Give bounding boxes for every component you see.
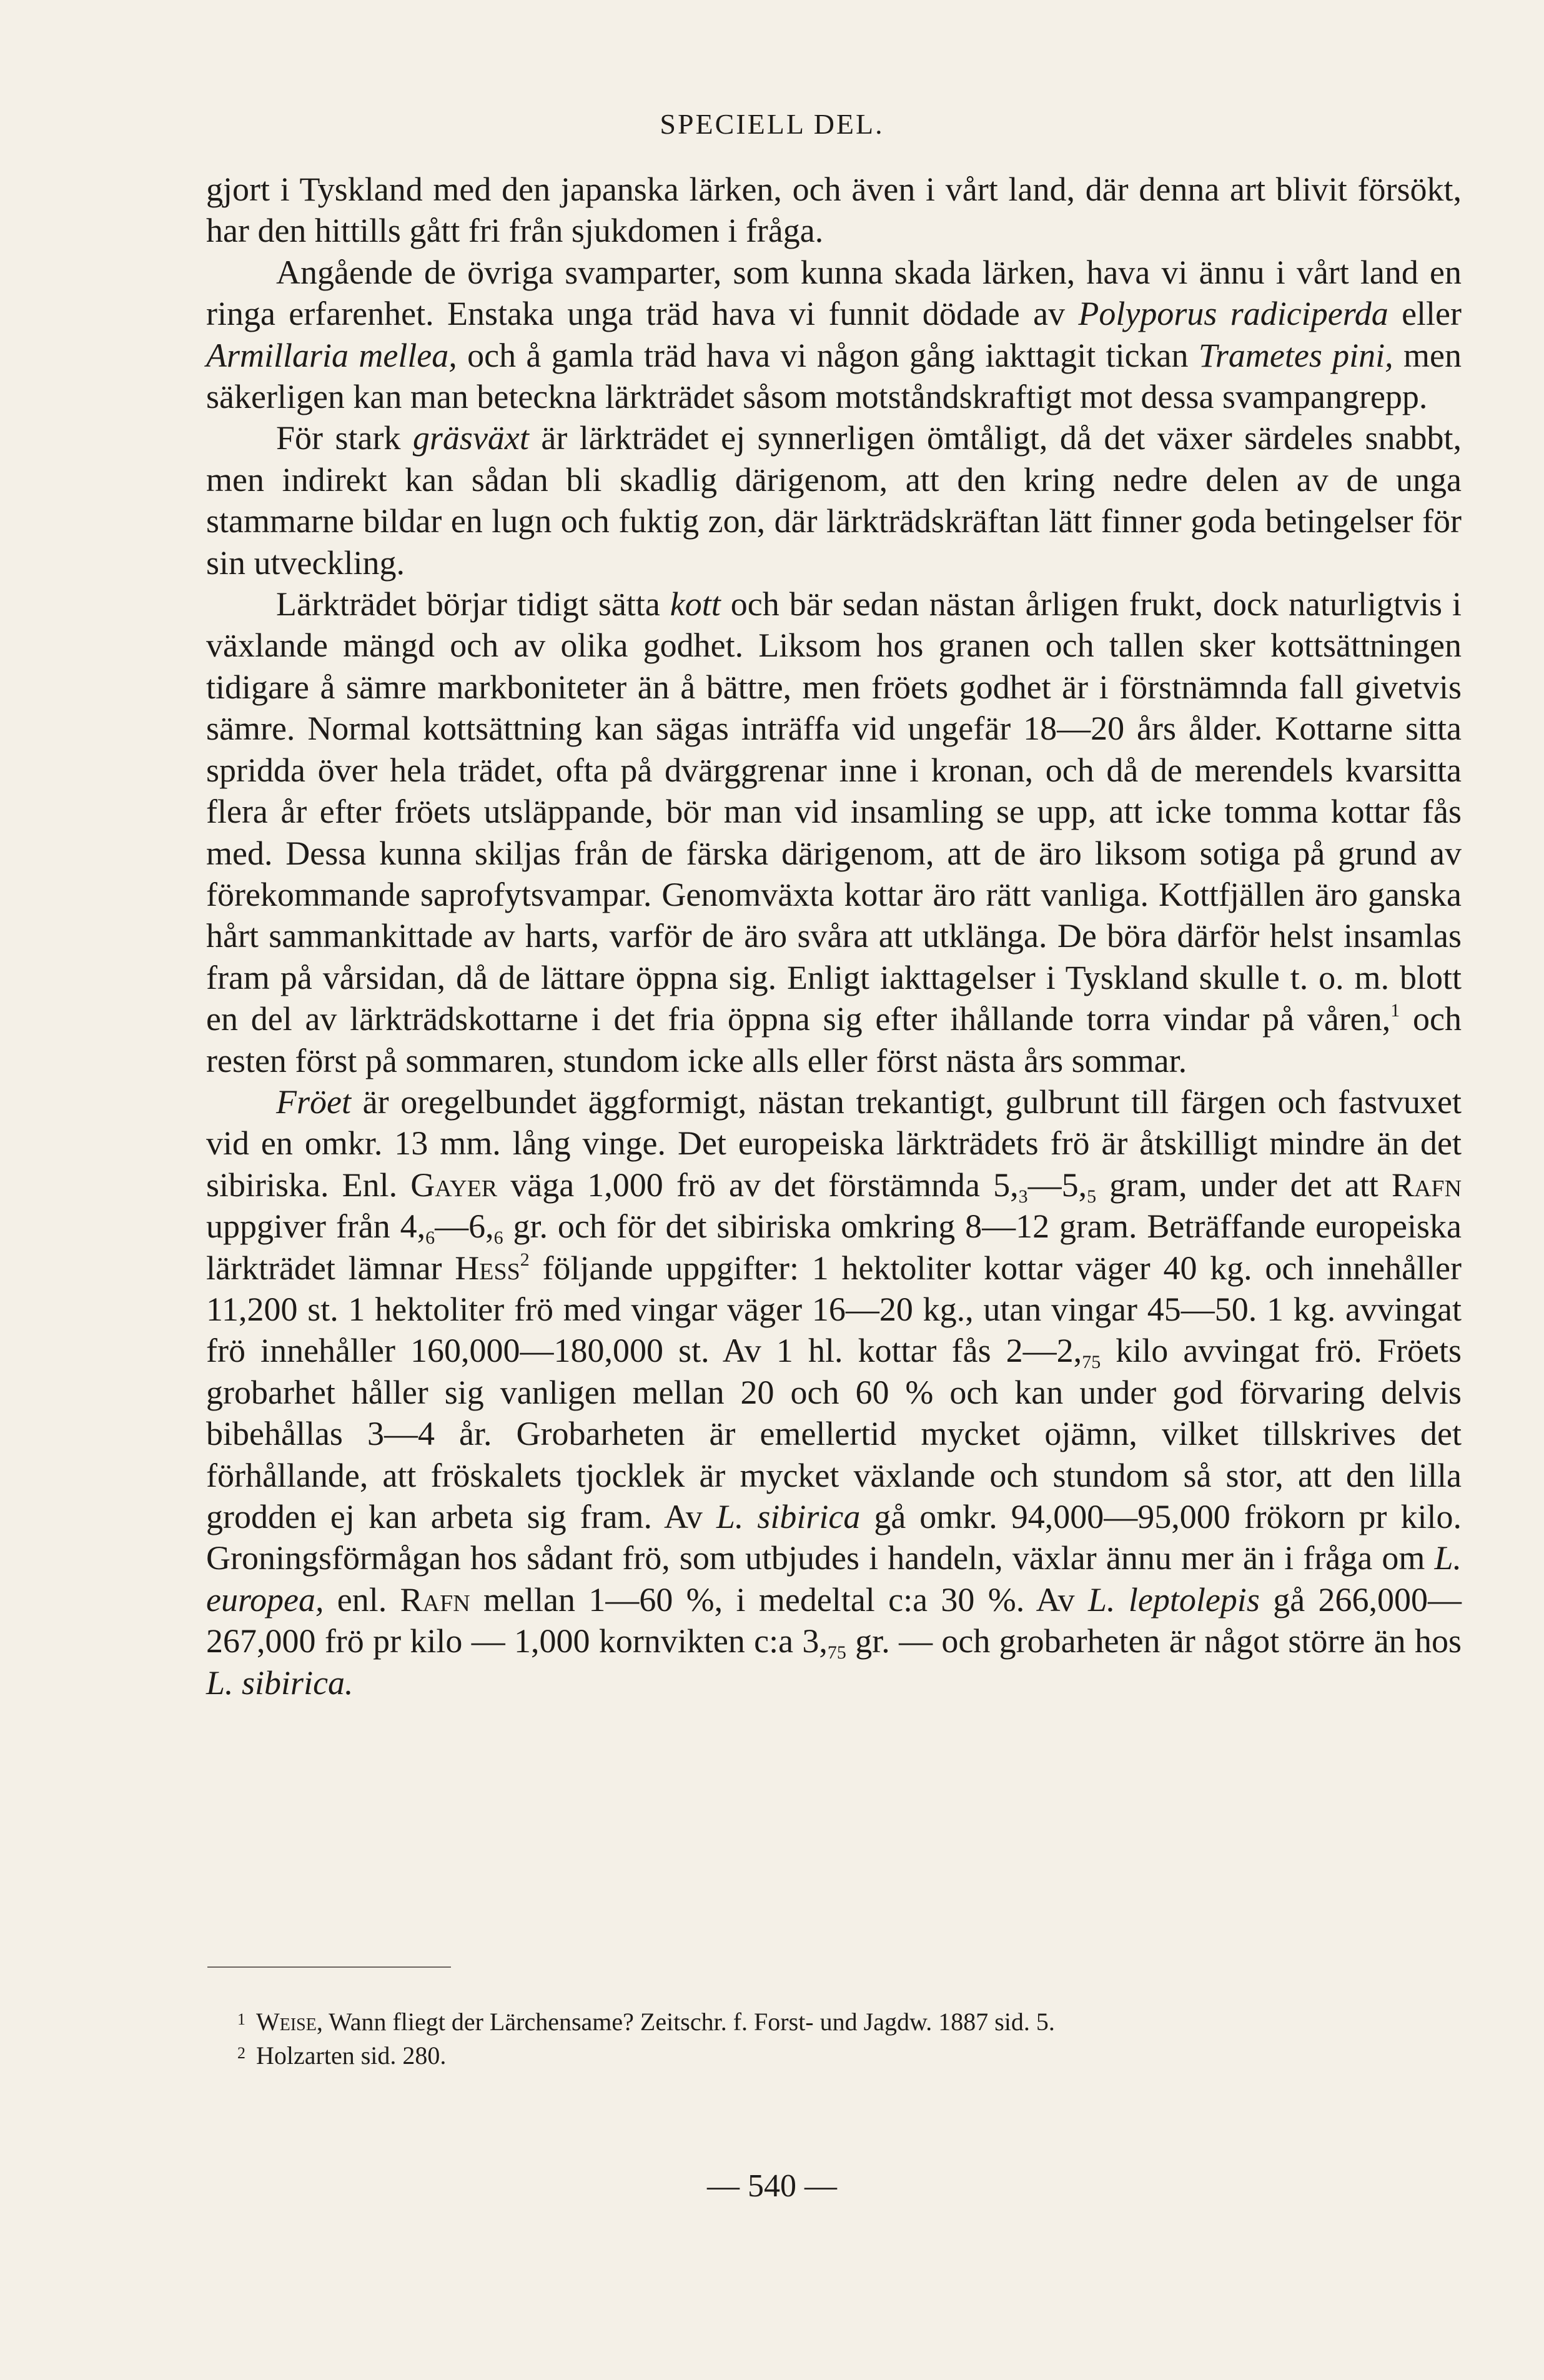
footnote-ref: 2 [520,1249,530,1270]
footnote-ref: 1 [1390,1000,1400,1021]
paragraph-3: För stark gräsväxt är lärkträdet ej synnerligen ömtåligt, då det växer särdeles snabbt, men indirekt kan sådan bli skadlig därigenom, att den kring nedre delen av de unga stammarne bildar en lugn och fuktig zon, där lärkträdskräftan lätt finner goda betingelser för sin utveckling. [206,419,1462,582]
author-name: Gayer [410,1166,498,1204]
footnote-1: 1 Weise, Wann fliegt der Lärchensame? Zeitschr. f. Forst- und Jagdw. 1887 sid. 5. [256,2005,1443,2039]
keyword: gräsväxt [412,419,529,457]
author-name: Rafn [1391,1166,1462,1204]
paragraph-2: Angående de övriga svamparter, som kunna skada lärken, hava vi ännu i vårt land en ringa erfarenhet. Enstaka unga träd hava vi funnit dödade av Polyporus radiciperda eller Armillaria mellea, och å gamla träd hava vi någon gång iakttagit tickan Trametes pini, men säkerligen kan man beteckna lärkträdet såsom motståndskraftigt mot dessa svampangrepp. [206,253,1462,416]
footnote-mark: 2 [237,2044,245,2062]
footnote-divider [207,1966,451,1968]
species-name: L. europea, [206,1539,1462,1619]
species-name: L. sibirica [716,1498,861,1535]
paragraph-4: Lärkträdet börjar tidigt sätta kott och bär sedan nästan årligen frukt, dock naturligtvis i växlande mängd och av olika godhet. Liksom hos granen och tallen sker kottsättningen tidigare å sämre markboniteter än å bättre, men fröets godhet är i förstnämnda fall givetvis sämre. Normal kottsättning kan sägas inträffa vid ungefär 18—20 års ålder. Kottarne sitta spridda över hela trädet, ofta på dvärggrenar inne i kronan, och då de merendels kvarsitta flera år efter fröets utsläppande, bör man vid insamling se upp, att icke tomma kottar fås med. Dessa kunna skiljas från de färska därigenom, att de äro liksom sotiga på grund av förekommande saprofytsvampar. Genomväxta kottar äro rätt vanliga. Kottfjällen äro ganska hårt sammankittade av harts, varför de äro svåra att utklänga. De böra därför helst insamlas fram på vårsidan, då de lättare öppna sig. Enligt iakttagelser i Tyskland skulle t. o. m. blott en del av lärkträdskottarne i det fria öppna sig efter ihållande torra vindar på våren,$^1$ och resten först på sommaren, stundom icke alls eller först nästa års sommar. [206,585,1462,1079]
species-name: Polyporus radiciperda [1078,295,1388,333]
page-number: — 540 — [707,2168,837,2204]
main-text [206,169,1462,1703]
footnote-mark: 1 [237,2010,245,2028]
species-name: L. leptolepis [1087,1580,1260,1619]
paragraph-1: gjort i Tyskland med den japanska lärken, och även i vårt land, där denna art blivit försökt, har den hittills gått fri från sjukdomen i fråga. [206,171,1462,250]
author-name: Hess [455,1249,520,1287]
footnotes [237,2005,1443,2073]
species-name: Trametes pini, [1198,336,1393,374]
paragraph-5: Fröet är oregelbundet äggformigt, nästan trekantigt, gulbrunt till färgen och fastvuxet vid en omkr. 13 mm. lång vinge. Det europeiska lärkträdets frö är åtskilligt mindre än det sibiriska. Enl. Gayer väga 1,000 frö av det förstämnda $5,_3—5,_5$ gram, under det att Rafn uppgiver från $4,_6—6,_6$ gr. och för det sibiriska omkring 8—12 gram. Beträffande europeiska lärkträdet lämnar Hess$^2$ följande uppgifter: 1 hektoliter kottar väger 40 kg. och innehåller 11,200 st. 1 hektoliter frö med vingar väger 16—20 kg., utan vingar 45—50. 1 kg. avvingat frö innehåller 160,000—180,000 st. Av 1 hl. kottar fås $2—2,_{75}$ kilo avvingat frö. Fröets grobarhet håller sig vanligen mellan 20 och 60 % och kan under god förvaring delvis bibehållas 3—4 år. Grobarheten är emellertid mycket ojämn, vilket tillskrives det förhållande, att fröskalets tjocklek är mycket växlande och stundom så stor, att den lilla grodden ej kan arbeta sig fram. Av L. sibirica gå omkr. 94,000—95,000 frökorn pr kilo. Groningsförmågan hos sådant frö, som utbjudes i handeln, växlar ännu mer än i fråga om L. europea, enl. Rafn mellan 1—60 %, i medeltal c:a 30 %. Av L. leptolepis gå 266,000—267,000 frö pr kilo — 1,000 kornvikten c:a $3,_{75}$ gr. — och grobarheten är något större än hos L. sibirica. [206,1083,1462,1702]
footnote-2: 2 Holzarten sid. 280. [256,2039,1443,2073]
author-name: Rafn [400,1580,470,1619]
keyword: Fröet [276,1083,351,1121]
keyword: kott [670,585,721,623]
species-name: L. sibirica. [206,1664,354,1702]
author-name: Weise [256,2008,317,2036]
running-header: SPECIELL DEL. [660,108,884,140]
species-name: Armillaria mellea, [206,336,457,374]
